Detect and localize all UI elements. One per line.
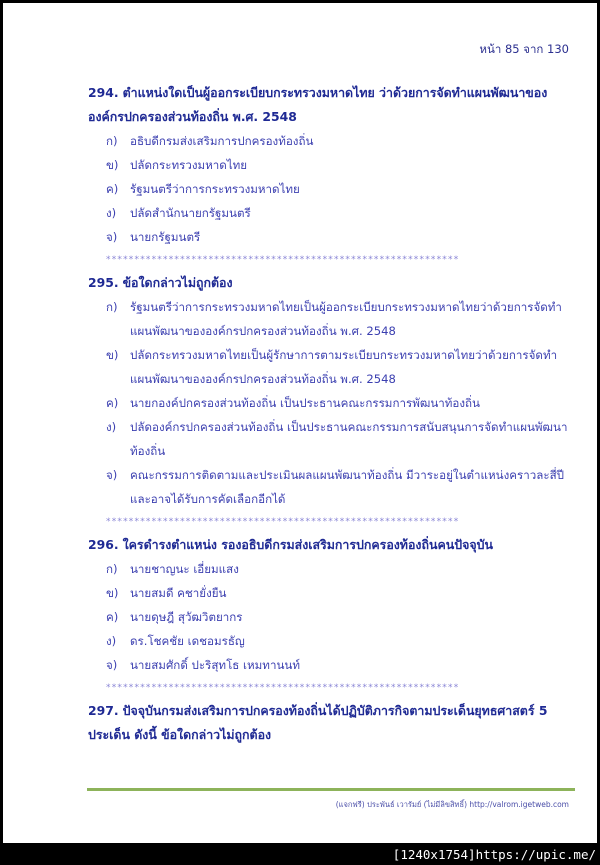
choice-item [106,629,573,653]
choice-letter: ข) [106,348,119,362]
choice-item [106,201,573,225]
question-text: 297. ปัจจุบันกรมส่งเสริมการปกครองท้องถิ่นได้ปฏิบัติภารกิจตามประเด็นยุทธศาสตร์ 5 ประเด็น ดังนี้ ข้อใดกล่าวไม่ถูกต้อง [88,703,548,742]
choice-text: ปลัดสำนักนายกรัฐมนตรี [130,206,251,220]
star-separator: ************************************************************** [106,683,460,693]
star-separator: ************************************************************** [106,255,460,265]
choice-item [106,581,573,605]
document-page [3,3,597,843]
image-host-watermark: [1240x1754]https://upic.me/ [392,847,596,862]
footer-divider [87,788,575,791]
choice-item [106,415,573,463]
choice-letter: ข) [106,158,119,172]
choice-text: นายดุษฎี สุวัฒวิตยากร [130,610,243,624]
choice-letter: ข) [106,586,119,600]
choice-item [106,177,573,201]
choice-text: นายกรัฐมนตรี [130,230,201,244]
question-number: 295. [88,275,119,290]
choice-text: นายสมศักดิ์ ปะริสุทโธ เหมทานนท์ [130,658,300,672]
choice-text: คณะกรรมการติดตามและประเมินผลแผนพัฒนาท้องถิ่น มีวาระอยู่ในตำแหน่งคราวละสี่ปีและอาจได้รับการคัดเลือกอีกได้ [130,468,565,506]
choice-text: นายสมดี คชายั่งยืน [130,586,227,600]
choice-text: รัฐมนตรีว่าการกระทรวงมหาดไทยเป็นผู้ออกระเบียบกระทรวงมหาดไทยว่าด้วยการจัดทำแผนพัฒนาขององค์กรปกครองส่วนท้องถิ่น พ.ศ. 2548 [130,300,562,338]
page-number: หน้า 85 จาก 130 [479,42,569,56]
choice-text: นายชาญนะ เอี่ยมแสง [130,562,239,576]
choice-letter: ค) [106,610,119,624]
choice-letter: ง) [106,206,117,220]
question-block [88,699,573,747]
choice-item [106,129,573,153]
choice-item [106,605,573,629]
footer-credit: (แจกฟรี) ประพันธ์ เวารัมย์ (ไม่มีลิขสิทธิ์) http://valrom.igetweb.com [335,800,569,809]
question-block [88,81,573,249]
choice-list [88,557,573,677]
choice-letter: ง) [106,634,117,648]
choice-item [106,557,573,581]
choice-text: รัฐมนตรีว่าการกระทรวงมหาดไทย [130,182,300,196]
choice-text: ปลัดองค์กรปกครองส่วนท้องถิ่น เป็นประธานคณะกรรมการสนับสนุนการจัดทำแผนพัฒนาท้องถิ่น [130,420,568,458]
choice-list [88,129,573,249]
choice-text: อธิบดีกรมส่งเสริมการปกครองท้องถิ่น [130,134,314,148]
question-block [88,271,573,511]
choice-letter: จ) [106,658,118,672]
question-text: 295. ข้อใดกล่าวไม่ถูกต้อง [88,275,233,290]
choice-letter: ก) [106,562,118,576]
choice-item [106,225,573,249]
choice-list [88,295,573,511]
question-number: 296. [88,537,119,552]
choice-item [106,153,573,177]
choice-text: นายกองค์ปกครองส่วนท้องถิ่น เป็นประธานคณะกรรมการพัฒนาท้องถิ่น [130,396,480,410]
choice-item [106,463,573,511]
choice-letter: ก) [106,300,118,314]
choice-letter: ค) [106,396,119,410]
choice-letter: ค) [106,182,119,196]
question-number: 294. [88,85,119,100]
question-text: 294. ตำแหน่งใดเป็นผู้ออกระเบียบกระทรวงมหาดไทย ว่าด้วยการจัดทำแผนพัฒนาขององค์กรปกครองส่วนท้องถิ่น พ.ศ. 2548 [88,85,548,124]
choice-text: ปลัดกระทรวงมหาดไทย [130,158,248,172]
choice-text: ดร.โชคชัย เดชอมรธัญ [130,634,245,648]
question-list [88,81,573,747]
question-number: 297. [88,703,119,718]
question-text: 296. ใครดำรงตำแหน่ง รองอธิบดีกรมส่งเสริมการปกครองท้องถิ่นคนปัจจุบัน [88,537,493,552]
choice-item [106,295,573,343]
choice-item [106,343,573,391]
choice-text: ปลัดกระทรวงมหาดไทยเป็นผู้รักษาการตามระเบียบกระทรวงมหาดไทยว่าด้วยการจัดทำแผนพัฒนาขององค์กรปกครองส่วนท้องถิ่น พ.ศ. 2548 [130,348,558,386]
choice-letter: จ) [106,468,118,482]
choice-item [106,653,573,677]
star-separator: ************************************************************** [106,517,460,527]
choice-letter: ก) [106,134,118,148]
question-block [88,533,573,677]
choice-letter: จ) [106,230,118,244]
choice-item [106,391,573,415]
choice-letter: ง) [106,420,117,434]
